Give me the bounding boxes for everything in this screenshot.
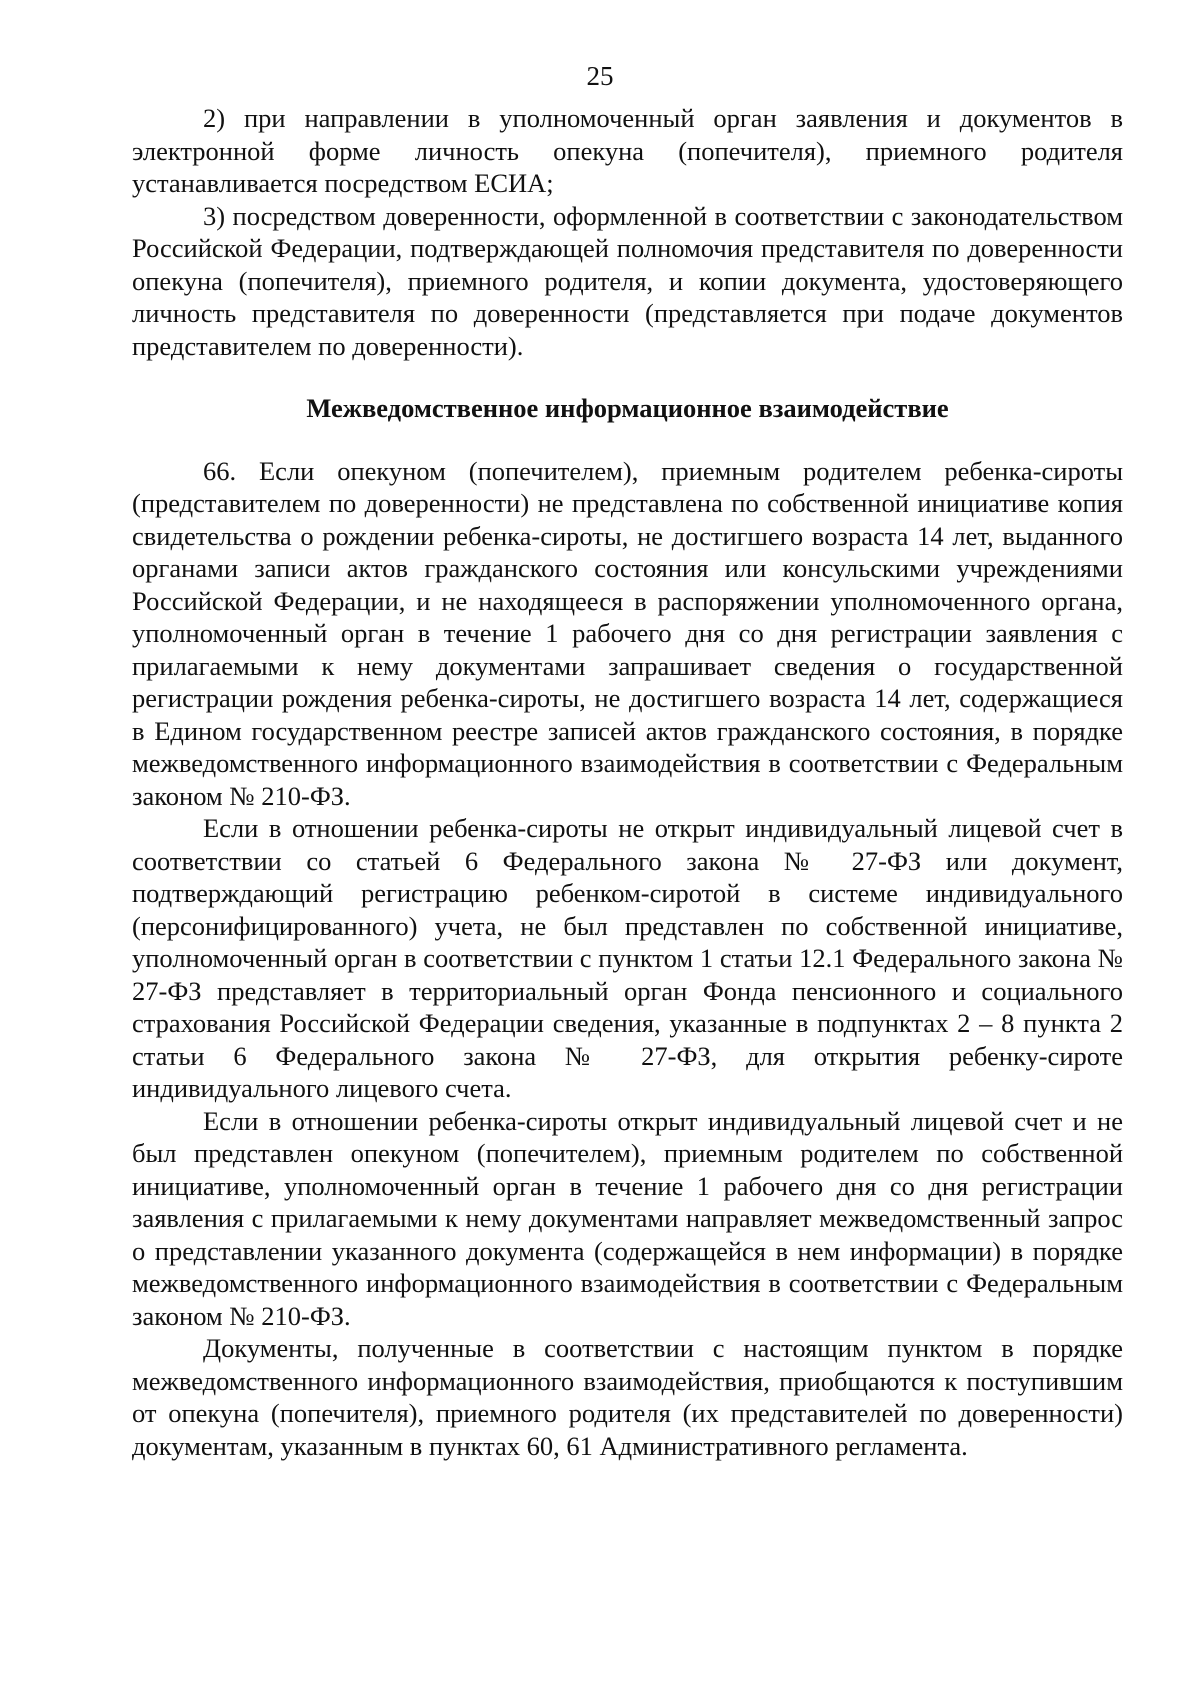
paragraph-personal-account-not-opened: Если в отношении ребенка-сироты не открыт индивидуальный лицевой счет в соответствии со статьей 6 Федерального закона № 27-ФЗ или документ, подтверждающий регистрацию ребенком-сиротой в системе индивидуального (персонифицированного) учета, не был представлен по собственной инициативе, уполномоченный орган в соответствии с пунктом 1 статьи 12.1 Федерального закона № 27-ФЗ представляет в территориальный орган Фонда пенсионного и социального страхования Российской Федерации сведения, указанные в подпунктах 2 – 8 пункта 2 статьи 6 Федерального закона № 27-ФЗ, для открытия ребенку-сироте индивидуального лицевого счета. [132, 813, 1123, 1103]
document-body [132, 102, 1123, 1462]
paragraph-documents-attached: Документы, полученные в соответствии с настоящим пунктом в порядке межведомственного информационного взаимодействия, приобщаются к поступившим от опекуна (попечителя), приемного родителя (их представителей по доверенности) документам, указанным в пунктах 60, 61 Административного регламента. [132, 1333, 1123, 1461]
page-number: 25 [586, 61, 614, 91]
paragraph-personal-account-opened: Если в отношении ребенка-сироты открыт индивидуальный лицевой счет и не был представлен опекуном (попечителем), приемным родителем по собственной инициативе, уполномоченный орган в течение 1 рабочего дня со дня регистрации заявления с прилагаемыми к нему документами направляет межведомственный запрос о представлении указанного документа (содержащейся в нем информации) в порядке межведомственного информационного взаимодействия в соответствии с Федеральным законом № 210-ФЗ. [132, 1105, 1123, 1331]
paragraph-66: 66. Если опекуном (попечителем), приемным родителем ребенка-сироты (представителем по доверенности) не представлена по собственной инициативе копия свидетельства о рождении ребенка-сироты, не достигшего возраста 14 лет, выданного органами записи актов гражданского состояния или консульскими учреждениями Российской Федерации, и не находящееся в распоряжении уполномоченного органа, уполномоченный орган в течение 1 рабочего дня со дня регистрации заявления с прилагаемыми к нему документами запрашивает сведения о государственной регистрации рождения ребенка-сироты, не достигшего возраста 14 лет, содержащиеся в Едином государственном реестре записей актов гражданского состояния, в порядке межведомственного информационного взаимодействия в соответствии с Федеральным законом № 210-ФЗ. [132, 455, 1123, 811]
paragraph-item-3: 3) посредством доверенности, оформленной в соответствии с законодательством Российской Федерации, подтверждающей полномочия представителя по доверенности опекуна (попечителя), приемного родителя, и копии документа, удостоверяющего личность представителя по доверенности (представляется при подаче документов представителем по доверенности). [132, 200, 1123, 361]
section-heading: Межведомственное информационное взаимодействие [306, 393, 949, 423]
paragraph-item-2: 2) при направлении в уполномоченный орган заявления и документов в электронной форме личность опекуна (попечителя), приемного родителя устанавливается посредством ЕСИА; [132, 103, 1123, 198]
